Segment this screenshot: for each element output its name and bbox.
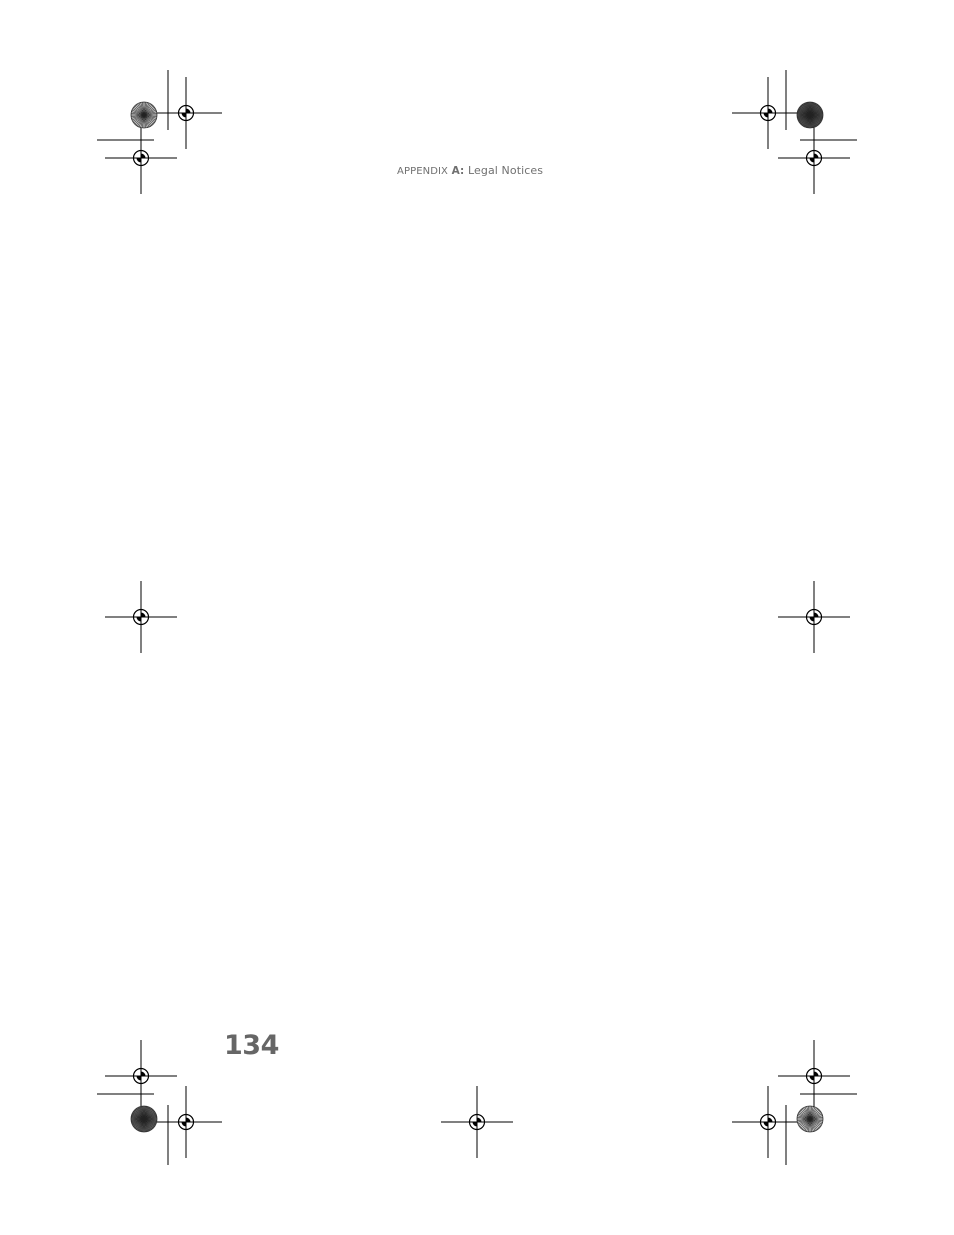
appendix-letter: A: (451, 165, 465, 177)
registration-mark-bottom-center (441, 1086, 513, 1158)
registration-mark-bottom-left (150, 1086, 222, 1158)
registration-mark-left-upper (105, 122, 177, 194)
registration-mark-top-left (150, 77, 222, 149)
calibration-dial-bottom-left (131, 1106, 157, 1132)
crop-marks (97, 70, 857, 1165)
registration-mark-top-right (732, 77, 804, 149)
calibration-dial-bottom-right (797, 1106, 823, 1132)
page-number: 134 (224, 1030, 279, 1061)
registration-mark-right-lower (778, 1040, 850, 1112)
registration-mark-left-lower (105, 1040, 177, 1112)
registration-mark-right-middle (778, 581, 850, 653)
calibration-dial-top-left (131, 102, 157, 128)
registration-mark-left-middle (105, 581, 177, 653)
appendix-label: APPENDIX (397, 166, 449, 177)
calibration-dial-top-right (797, 102, 823, 128)
registration-mark-right-upper (778, 122, 850, 194)
section-title: Legal Notices (467, 164, 544, 177)
registration-mark-bottom-right (732, 1086, 804, 1158)
